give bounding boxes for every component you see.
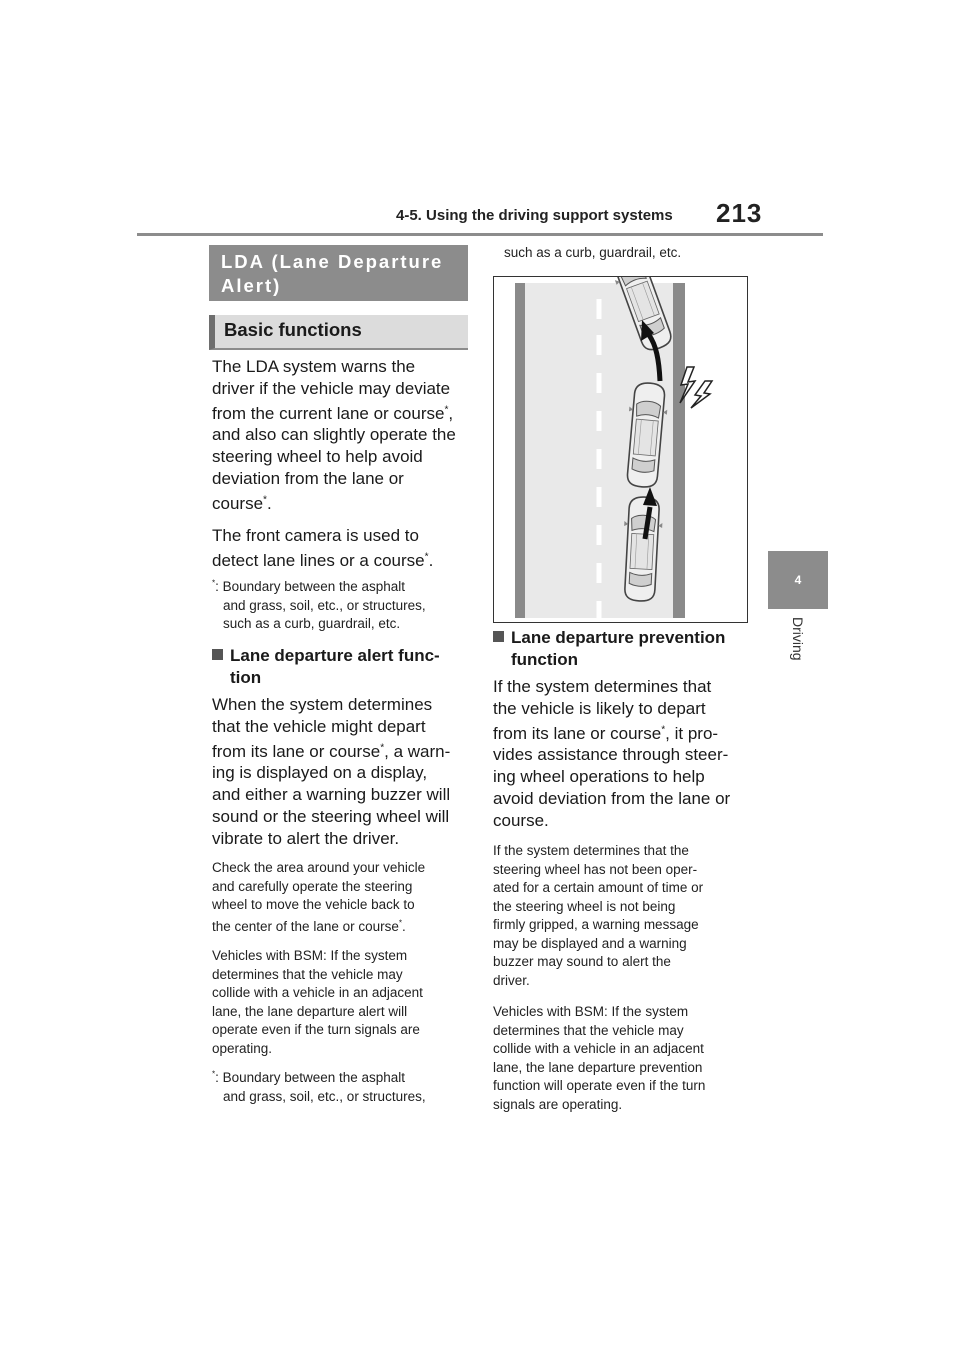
chapter-label-container [768, 617, 828, 677]
text-line: wheel to move the vehicle back to [212, 897, 415, 912]
text-line: Check the area around your vehicle [212, 860, 426, 875]
text-line: driver if the vehicle may deviate [212, 378, 451, 398]
text-line: *: Boundary between the asphalt [212, 578, 406, 594]
text-line: tion [230, 667, 262, 687]
text-line: collide with a vehicle in an adjacent [493, 1041, 704, 1056]
steering-note [493, 842, 703, 990]
prevention-body [493, 676, 730, 832]
text-line: operating. [212, 1040, 273, 1056]
footnote-marker: * [398, 918, 403, 927]
text-line: and grass, soil, etc., or structures, [223, 1088, 426, 1104]
text-line: The LDA system warns the [212, 357, 416, 376]
prevention-heading [493, 627, 725, 671]
text-line: operate even if the turn signals are [212, 1022, 420, 1037]
text-line: determines that the vehicle may [212, 966, 403, 982]
footnote-marker: * [263, 494, 267, 506]
check-note [212, 859, 425, 936]
footnote-1 [212, 578, 426, 634]
text-line: signals are operating. [493, 1096, 623, 1112]
road-diagram [494, 277, 747, 622]
footnote-marker: * [661, 723, 666, 735]
text-line: Vehicles with BSM: If the system [493, 1004, 689, 1019]
footnote-marker: * [424, 551, 429, 563]
text-line: driver. [493, 972, 530, 988]
lane-departure-illustration [493, 276, 748, 623]
text-line: function will operate even if the turn [493, 1078, 706, 1093]
page-number: 213 [716, 198, 763, 228]
text-line: function [511, 649, 579, 669]
footnote-marker: * [212, 578, 216, 588]
text-line: the center of the lane or course*. [212, 918, 406, 934]
text-line: lane, the lane departure prevention [493, 1059, 703, 1075]
text-line: Lane departure prevention [493, 627, 725, 649]
text-line: steering wheel to help avoid [212, 447, 423, 467]
text-line: may be displayed and a warning [493, 935, 687, 951]
footnote-2-continued: such as a curb, guardrail, etc. [504, 245, 682, 260]
bsm-note-right [493, 1003, 705, 1114]
text-line: vibrate to alert the driver. [212, 828, 400, 848]
text-line: that the vehicle might depart [212, 716, 426, 736]
alert-heading [212, 645, 440, 689]
text-line: from the current lane or course*, [212, 403, 454, 423]
text-line: and also can slightly operate the [212, 425, 456, 445]
text-line: such as a curb, guardrail, etc. [223, 616, 401, 631]
text-line: Lane departure alert func- [212, 645, 440, 667]
subsection-title: Basic functions [209, 315, 468, 350]
text-line: course*. [212, 493, 272, 513]
text-line: collide with a vehicle in an adjacent [212, 985, 423, 1000]
text-line: from its lane or course*, a warn- [212, 741, 451, 761]
square-bullet-icon [493, 631, 504, 642]
text-line: Vehicles with BSM: If the system [212, 948, 408, 963]
text-line: and carefully operate the steering [212, 878, 413, 894]
text-line: ing is displayed on a display, [212, 763, 428, 783]
chapter-label: Driving [790, 617, 806, 661]
text-line: the steering wheel is not being [493, 898, 676, 914]
text-line: If the system determines that [493, 677, 712, 696]
text-line: from its lane or course*, it pro- [493, 723, 719, 743]
chapter-tab[interactable] [768, 551, 828, 609]
text-line: The front camera is used to [212, 526, 419, 545]
text-line: the vehicle is likely to depart [493, 698, 706, 718]
section-title [209, 245, 468, 301]
text-line: ated for a certain amount of time or [493, 880, 704, 895]
text-line: deviation from the lane or [212, 468, 404, 488]
text-line: and either a warning buzzer will [212, 785, 451, 805]
section-title-line: Alert) [221, 275, 282, 296]
running-header-section: 4-5. Using the driving support systems [396, 207, 673, 224]
lightning-icon [691, 381, 712, 408]
text-line: detect lane lines or a course*. [212, 550, 434, 570]
chapter-number: 4 [794, 573, 802, 587]
text-line: avoid deviation from the lane or [493, 788, 731, 808]
text-line: If the system determines that the [493, 843, 689, 858]
text-line: buzzer may sound to alert the [493, 954, 671, 969]
footnote-marker: * [444, 403, 449, 415]
text-line: ing wheel operations to help [493, 767, 705, 787]
text-line: lane, the lane departure alert will [212, 1003, 408, 1019]
text-line: and grass, soil, etc., or structures, [223, 597, 426, 613]
square-bullet-icon [212, 649, 223, 660]
text-line: steering wheel has not been oper- [493, 861, 698, 877]
text-line: determines that the vehicle may [493, 1022, 684, 1038]
text-line: course. [493, 810, 549, 830]
text-line: When the system determines [212, 695, 433, 714]
header-rule [137, 233, 823, 236]
footnote-marker: * [212, 1069, 216, 1079]
text-line: firmly gripped, a warning message [493, 917, 699, 932]
alert-body [212, 694, 450, 850]
section-title-line: LDA (Lane Departure [221, 251, 444, 272]
intro-paragraph [212, 356, 456, 515]
text-line: vides assistance through steer- [493, 745, 729, 765]
camera-paragraph [212, 525, 433, 572]
footnote-marker: * [380, 741, 385, 753]
footnote-2 [212, 1069, 426, 1106]
text-line: *: Boundary between the asphalt [212, 1069, 406, 1085]
bsm-note-left [212, 947, 423, 1058]
text-line: sound or the steering wheel will [212, 806, 450, 826]
